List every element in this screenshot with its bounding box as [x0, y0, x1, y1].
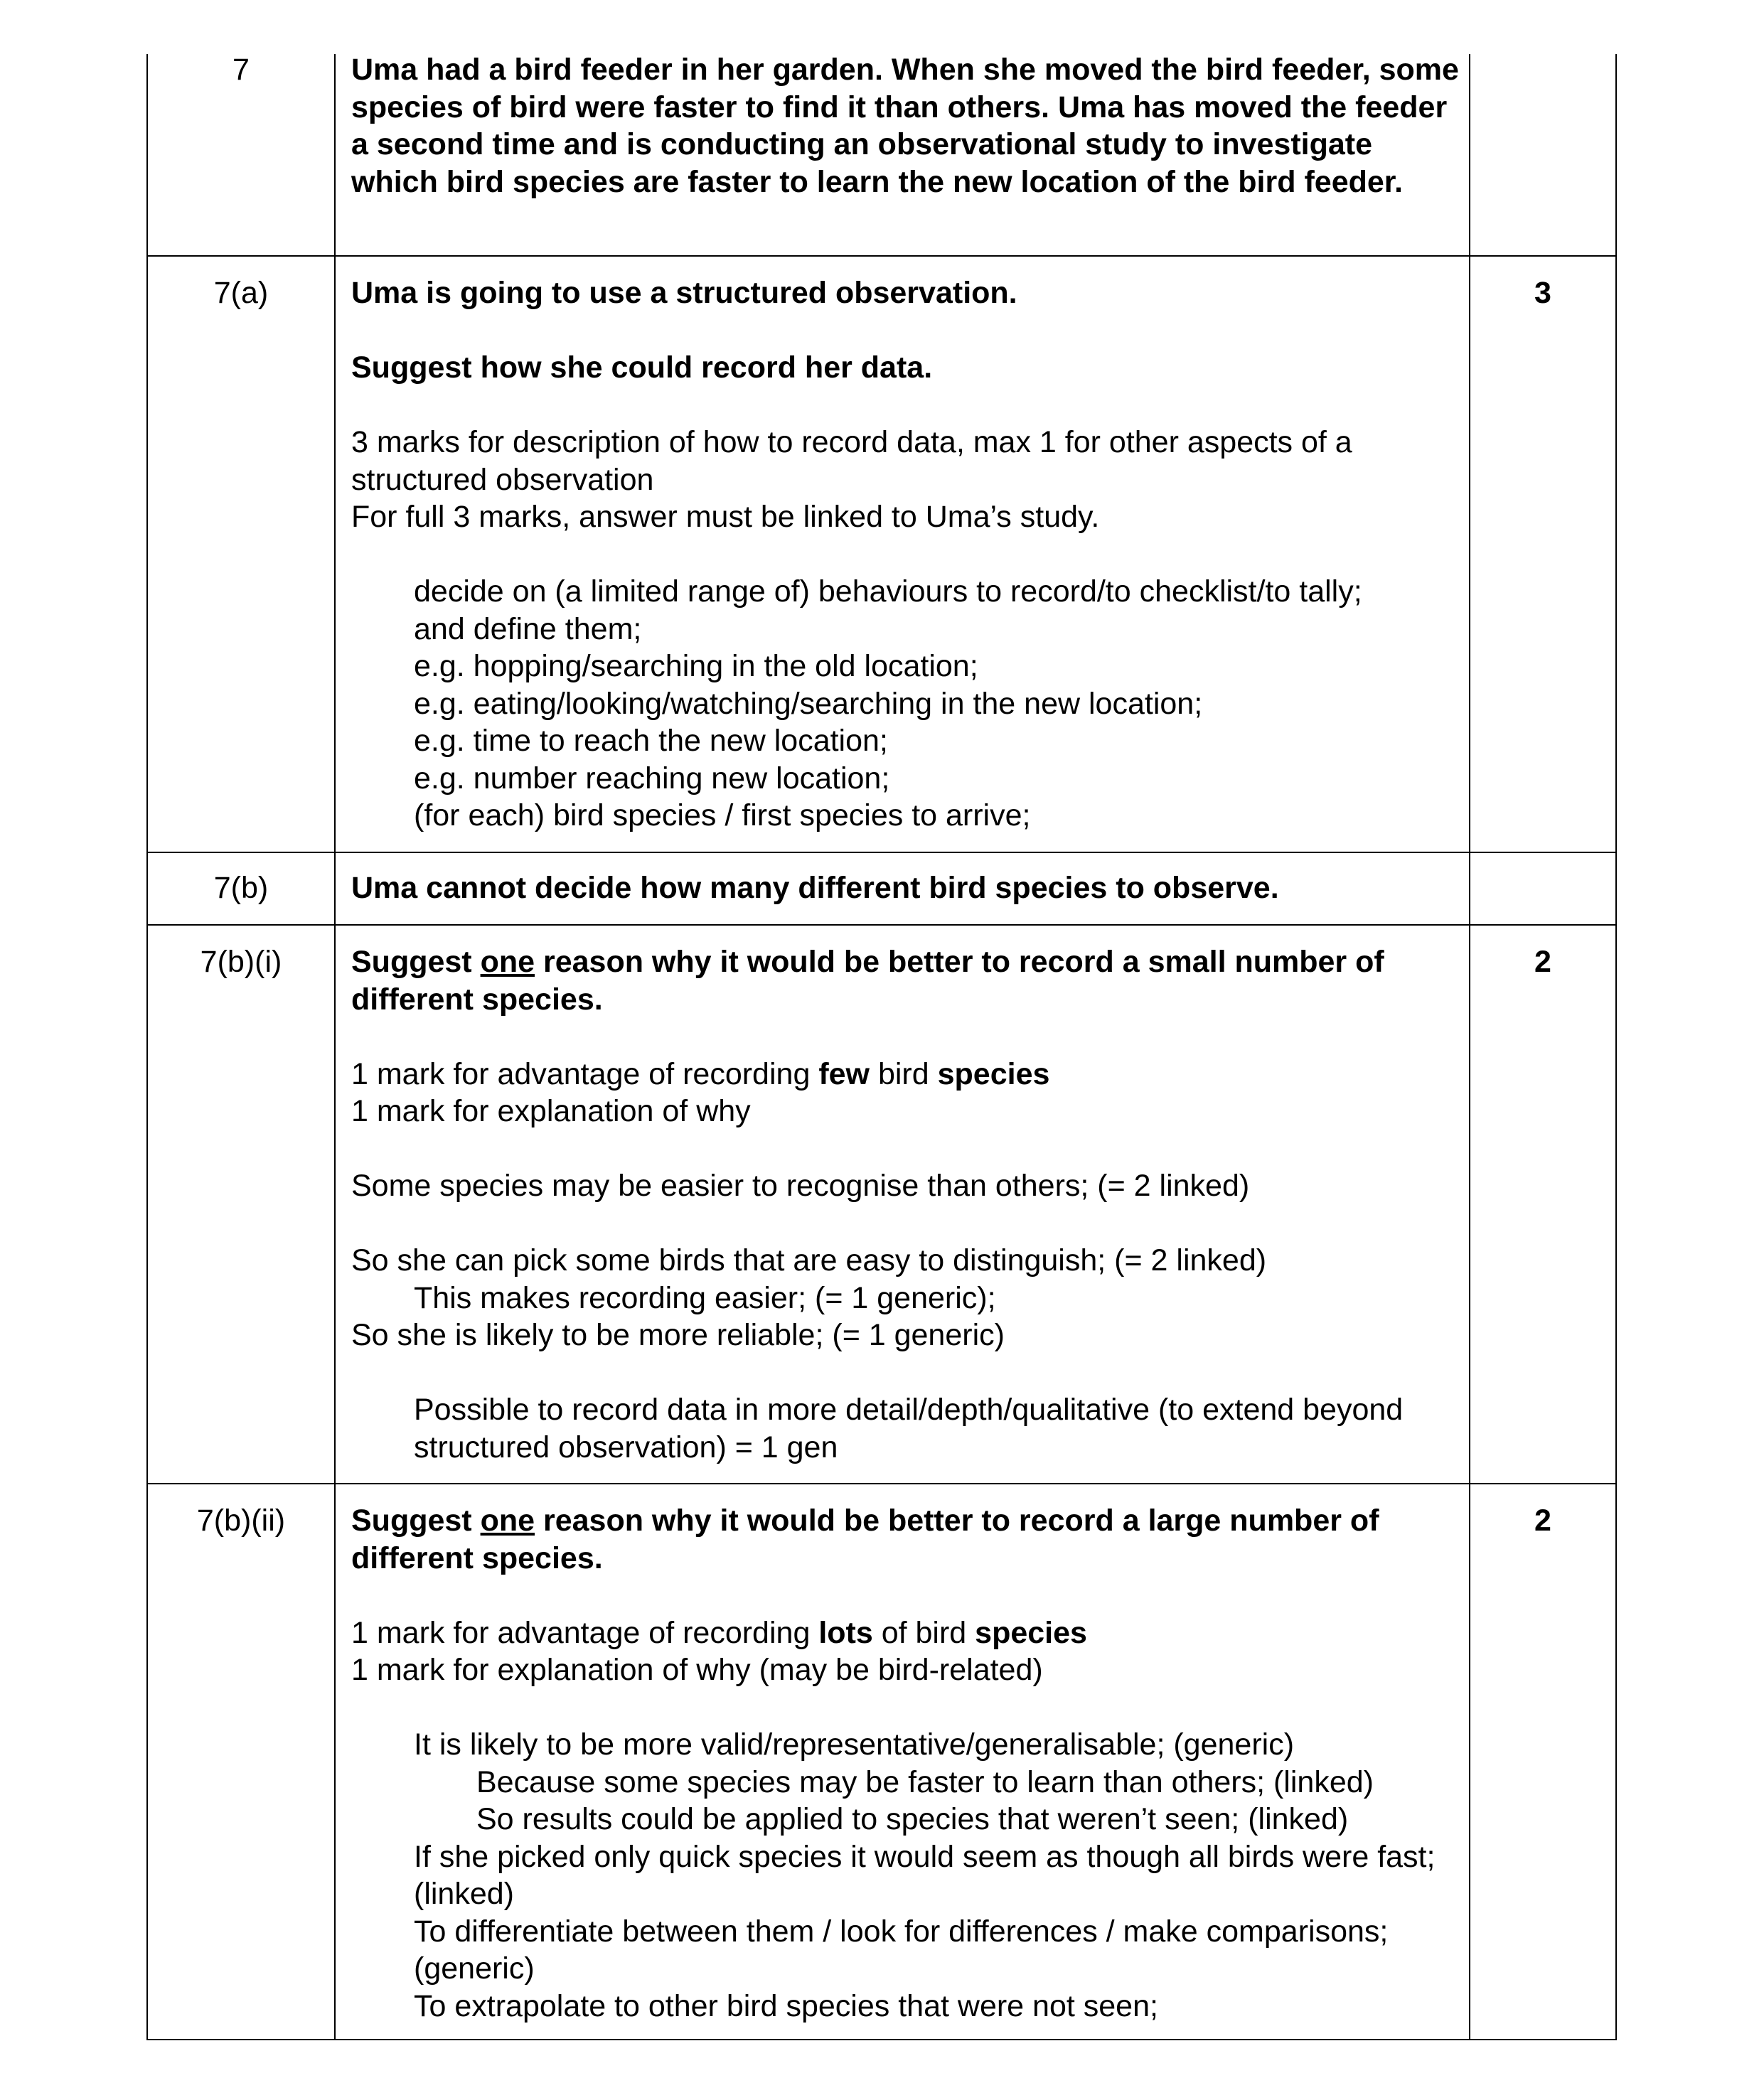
- marking-guidance: 1 mark for advantage of recording few bird species: [351, 1056, 1050, 1091]
- answer-point: Some species may be easier to recognise than others; (= 2 linked): [351, 1169, 1250, 1203]
- answer-point: decide on (a limited range of) behaviours to record/to checklist/to tally;: [414, 574, 1362, 609]
- question-instruction: Suggest one reason why it would be better to record a large number of different species.: [351, 1504, 1379, 1575]
- question-number: 7(b)(ii): [196, 1504, 286, 1538]
- table-border-left: [146, 54, 148, 2040]
- answer-point: This makes recording easier; (= 1 generic);: [414, 1280, 996, 1315]
- question-stem: Uma had a bird feeder in her garden. When she moved the bird feeder, some species of bird were faster to find it than others. Uma has moved the feeder a second time and is conducting an observational study to investigate which bird species are faster to learn the new location of the bird feeder.: [351, 53, 1459, 199]
- answer-point: Because some species may be faster to learn than others; (linked): [476, 1764, 1374, 1799]
- answer-point: If she picked only quick species it would seem as though all birds were fast; (linked): [414, 1839, 1436, 1911]
- marking-guidance: 1 mark for explanation of why: [351, 1094, 751, 1128]
- table-border-bottom: [146, 2039, 1616, 2040]
- question-text: [351, 51, 1460, 200]
- table-border-col1: [334, 54, 336, 2040]
- row-divider: [146, 255, 1616, 257]
- marks-value: 2: [1534, 1504, 1551, 1538]
- answer-point: and define them;: [414, 611, 642, 646]
- question-number: 7: [232, 53, 250, 87]
- question-number: 7(a): [213, 276, 269, 310]
- answer-point: To differentiate between them / look for differences / make comparisons; (generic): [414, 1914, 1389, 1986]
- answer-point: (for each) bird species / first species to arrive;: [414, 798, 1031, 832]
- row-divider: [146, 1483, 1616, 1484]
- marks-value: 3: [1534, 276, 1551, 310]
- marking-guidance: 3 marks for description of how to record data, max 1 for other aspects of a structured observation: [351, 425, 1352, 497]
- row-divider: [146, 852, 1616, 853]
- question-stem: Uma is going to use a structured observation.: [351, 276, 1017, 310]
- answer-point: To extrapolate to other bird species that were not seen;: [414, 1988, 1158, 2023]
- question-number: 7(b): [213, 871, 269, 905]
- table-border-col2: [1469, 54, 1470, 2040]
- question-content: [351, 274, 1460, 835]
- table-border-right: [1615, 54, 1617, 2040]
- row-divider: [146, 924, 1616, 926]
- answer-point: It is likely to be more valid/representative/generalisable; (generic): [414, 1727, 1295, 1762]
- marking-guidance: 1 mark for explanation of why (may be bird-related): [351, 1653, 1043, 1687]
- question-content: [351, 1502, 1460, 2025]
- question-number: 7(b)(i): [200, 945, 282, 979]
- answer-point: e.g. hopping/searching in the old location;: [414, 649, 978, 683]
- marking-guidance: For full 3 marks, answer must be linked to Uma’s study.: [351, 500, 1100, 534]
- question-instruction: Suggest one reason why it would be better to record a small number of different species.: [351, 945, 1384, 1017]
- answer-point: Possible to record data in more detail/depth/qualitative (to extend beyond structured observation) = 1 gen: [414, 1393, 1404, 1464]
- marks-value: 2: [1534, 945, 1551, 979]
- answer-point: e.g. number reaching new location;: [414, 761, 890, 795]
- answer-point: So results could be applied to species that weren’t seen; (linked): [476, 1802, 1349, 1836]
- question-stem: Uma cannot decide how many different bird species to observe.: [351, 871, 1279, 905]
- answer-point: e.g. eating/looking/watching/searching in the new location;: [414, 686, 1203, 721]
- question-content: [351, 943, 1460, 1466]
- question-instruction: Suggest how she could record her data.: [351, 350, 933, 385]
- question-content: [351, 869, 1460, 907]
- answer-point: So she is likely to be more reliable; (= 1 generic): [351, 1318, 1005, 1352]
- answer-point: e.g. time to reach the new location;: [414, 724, 888, 758]
- marking-guidance: 1 mark for advantage of recording lots of bird species: [351, 1615, 1087, 1650]
- answer-point: So she can pick some birds that are easy to distinguish; (= 2 linked): [351, 1243, 1267, 1277]
